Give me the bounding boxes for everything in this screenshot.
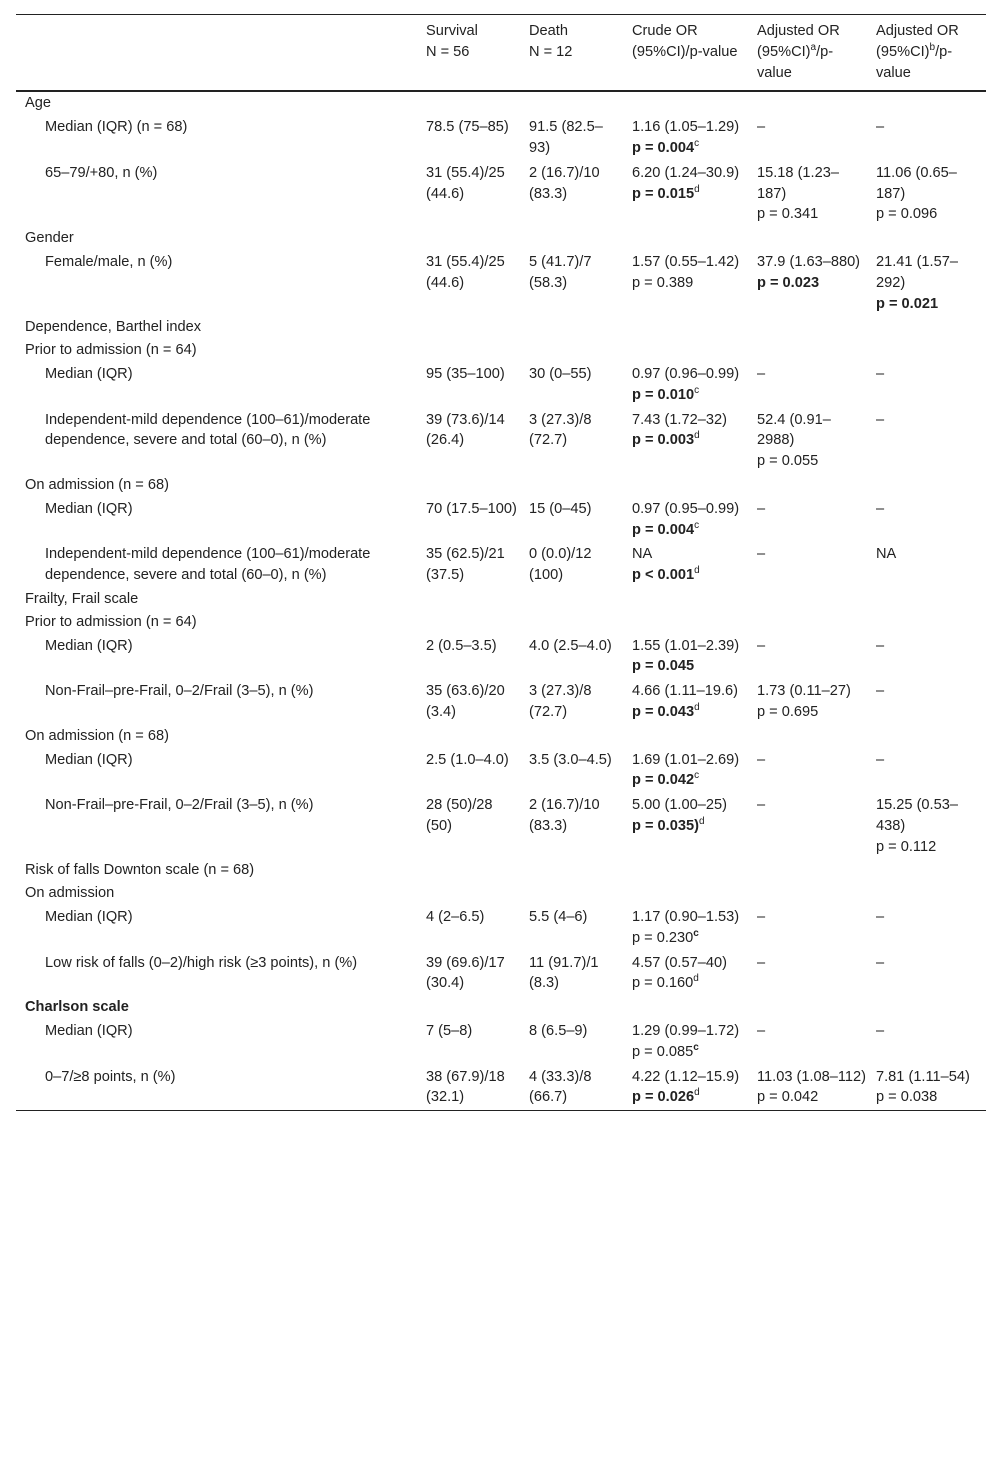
cell-crude-or: 4.57 (0.57–40) p = 0.160$^d$ bbox=[632, 954, 727, 992]
cell-adjusted-or-b: – bbox=[876, 637, 885, 654]
cell-adjusted-or-a: – bbox=[757, 119, 766, 136]
p-value: p = 0.038 bbox=[876, 1089, 938, 1106]
cell-adjusted-or-b: NA bbox=[876, 546, 897, 563]
cell-death: 4.0 (2.5–4.0) bbox=[529, 637, 612, 654]
p-value: p = 0.021 bbox=[876, 295, 939, 312]
cell-survival: 2.5 (1.0–4.0) bbox=[426, 751, 509, 768]
cell-death: 0 (0.0)/12 (100) bbox=[529, 546, 592, 584]
footnote-marker: c bbox=[694, 138, 700, 150]
results-table bbox=[16, 14, 986, 1111]
footnote-marker: c bbox=[694, 519, 700, 531]
header-crude-or: Crude OR (95%CI)/p-value bbox=[632, 15, 757, 91]
header-death: Death N = 12 bbox=[529, 15, 632, 91]
cell-death: 3.5 (3.0–4.5) bbox=[529, 751, 612, 768]
p-value: p = 0.389 bbox=[632, 274, 694, 291]
p-value: p = 0.085 bbox=[632, 1043, 694, 1060]
cell-adjusted-or-b: 11.06 (0.65–187) p = 0.096 bbox=[876, 164, 957, 223]
footnote-marker: d bbox=[694, 183, 700, 195]
section-label: On admission (n = 68) bbox=[25, 476, 169, 493]
section-label: Age bbox=[25, 95, 51, 112]
row-label: Median (IQR) bbox=[45, 365, 133, 382]
cell-death: 5 (41.7)/7 (58.3) bbox=[529, 253, 592, 291]
cell-crude-or: 4.66 (1.11–19.6) p = 0.043$^d$ bbox=[632, 683, 739, 720]
row-label: Low risk of falls (0–2)/high risk (≥3 points), n (%) bbox=[45, 954, 358, 971]
table-row bbox=[16, 1065, 986, 1111]
row-label: 0–7/≥8 points, n (%) bbox=[45, 1068, 176, 1085]
cell-death: 91.5 (82.5–93) bbox=[529, 119, 603, 156]
cell-survival: 78.5 (75–85) bbox=[426, 119, 509, 136]
footnote-marker: c bbox=[694, 384, 700, 396]
cell-adjusted-or-a: 52.4 (0.91–2988) p = 0.055 bbox=[757, 411, 831, 470]
cell-crude-or: 7.43 (1.72–32) p = 0.003$^d$ bbox=[632, 411, 727, 449]
footnote-marker: d bbox=[694, 702, 700, 714]
row-label: Median (IQR) bbox=[45, 751, 133, 768]
p-value: p = 0.004 bbox=[632, 521, 695, 538]
cell-adjusted-or-b: – bbox=[876, 683, 885, 700]
cell-crude-or: 0.97 (0.96–0.99) p = 0.010$^c$ bbox=[632, 365, 740, 403]
table-row bbox=[16, 748, 986, 794]
cell-crude-or: 1.69 (1.01–2.69) p = 0.042$^c$ bbox=[632, 751, 740, 789]
table-row bbox=[16, 250, 986, 316]
row-label: Median (IQR) bbox=[45, 1023, 133, 1040]
section-row bbox=[16, 882, 986, 905]
cell-adjusted-or-a: 37.9 (1.63–880) p = 0.023 bbox=[757, 253, 861, 291]
header-empty bbox=[16, 15, 426, 91]
p-value: p < 0.001 bbox=[632, 567, 695, 584]
section-label: Frailty, Frail scale bbox=[25, 590, 139, 607]
row-label: Median (IQR) bbox=[45, 909, 133, 926]
p-value: p = 0.015 bbox=[632, 185, 695, 202]
cell-crude-or: 0.97 (0.95–0.99) p = 0.004$^c$ bbox=[632, 500, 740, 538]
p-value: p = 0.096 bbox=[876, 206, 938, 223]
footnote-marker: d bbox=[698, 816, 705, 828]
cell-survival: 31 (55.4)/25 (44.6) bbox=[426, 253, 505, 291]
p-value: p = 0.341 bbox=[757, 206, 819, 223]
row-label: Median (IQR) (n = 68) bbox=[45, 119, 188, 136]
section-row bbox=[16, 588, 986, 611]
p-value: p = 0.023 bbox=[757, 274, 820, 291]
row-label: Median (IQR) bbox=[45, 637, 133, 654]
p-value: p = 0.026 bbox=[632, 1089, 695, 1106]
cell-adjusted-or-b: – bbox=[876, 411, 885, 428]
cell-adjusted-or-b: 7.81 (1.11–54) p = 0.038 bbox=[876, 1068, 970, 1106]
cell-adjusted-or-b: – bbox=[876, 119, 885, 136]
cell-adjusted-or-a: – bbox=[757, 909, 766, 926]
cell-survival: 70 (17.5–100) bbox=[426, 500, 517, 517]
section-label: On admission (n = 68) bbox=[25, 727, 169, 744]
table-row bbox=[16, 951, 986, 997]
row-label: Female/male, n (%) bbox=[45, 253, 173, 270]
cell-adjusted-or-b: – bbox=[876, 751, 885, 768]
cell-death: 3 (27.3)/8 (72.7) bbox=[529, 683, 592, 720]
section-row bbox=[16, 611, 986, 634]
cell-death: 3 (27.3)/8 (72.7) bbox=[529, 411, 592, 449]
header-adjusted-or-b: Adjusted OR $(95\%CI)^b/p$-value bbox=[876, 15, 986, 91]
cell-survival: 95 (35–100) bbox=[426, 365, 505, 382]
section-row bbox=[16, 474, 986, 497]
cell-adjusted-or-b: – bbox=[876, 500, 885, 517]
p-value: p = 0.695 bbox=[757, 703, 819, 720]
header-adjusted-or-a: Adjusted OR $(95\%CI)^a/p$-value bbox=[757, 15, 876, 91]
cell-crude-or: 1.55 (1.01–2.39) p = 0.045 bbox=[632, 637, 740, 675]
cell-survival: 2 (0.5–3.5) bbox=[426, 637, 497, 654]
section-label: Dependence, Barthel index bbox=[25, 319, 202, 336]
cell-adjusted-or-b: – bbox=[876, 365, 885, 382]
p-value: p = 0.042 bbox=[632, 772, 695, 789]
table-row bbox=[16, 679, 986, 725]
cell-adjusted-or-b: 21.41 (1.57–292) p = 0.021 bbox=[876, 253, 958, 312]
cell-crude-or: 1.29 (0.99–1.72) p = 0.085$^c$ bbox=[632, 1023, 740, 1060]
cell-death: 11 (91.7)/1 (8.3) bbox=[529, 954, 599, 992]
p-value: p = 0.042 bbox=[757, 1089, 819, 1106]
cell-adjusted-or-a: – bbox=[757, 546, 766, 563]
cell-adjusted-or-a: 15.18 (1.23–187) p = 0.341 bbox=[757, 164, 839, 223]
cell-survival: 31 (55.4)/25 (44.6) bbox=[426, 164, 505, 202]
footnote-marker: d bbox=[694, 430, 700, 442]
cell-death: 2 (16.7)/10 (83.3) bbox=[529, 797, 600, 834]
table-row bbox=[16, 362, 986, 408]
cell-death: 15 (0–45) bbox=[529, 500, 592, 517]
table-row bbox=[16, 115, 986, 161]
cell-adjusted-or-a: – bbox=[757, 500, 766, 517]
p-value: p = 0.003 bbox=[632, 432, 695, 449]
section-row bbox=[16, 91, 986, 115]
cell-adjusted-or-b: 15.25 (0.53–438) p = 0.112 bbox=[876, 797, 958, 855]
section-label: Prior to admission (n = 64) bbox=[25, 342, 197, 359]
table-body bbox=[16, 91, 986, 1110]
cell-adjusted-or-a: 11.03 (1.08–112) p = 0.042 bbox=[757, 1068, 866, 1106]
p-value: p = 0.010 bbox=[632, 386, 695, 403]
p-value: p = 0.043 bbox=[632, 703, 695, 720]
cell-survival: 28 (50)/28 (50) bbox=[426, 797, 493, 834]
table-row bbox=[16, 408, 986, 474]
footnote-marker: d bbox=[694, 1087, 700, 1099]
table-row bbox=[16, 161, 986, 227]
cell-death: 5.5 (4–6) bbox=[529, 909, 588, 926]
table-header-row bbox=[16, 15, 986, 91]
row-label: Non-Frail–pre-Frail, 0–2/Frail (3–5), n (%) bbox=[45, 683, 314, 700]
cell-crude-or: 6.20 (1.24–30.9) p = 0.015$^d$ bbox=[632, 164, 740, 202]
section-row bbox=[16, 339, 986, 362]
section-row bbox=[16, 996, 986, 1019]
cell-crude-or: 1.57 (0.55–1.42) p = 0.389 bbox=[632, 253, 740, 291]
section-label: Gender bbox=[25, 230, 74, 247]
footnote-marker: d bbox=[694, 565, 700, 577]
cell-adjusted-or-b: – bbox=[876, 1023, 885, 1040]
cell-survival: 4 (2–6.5) bbox=[426, 909, 485, 926]
footnote-marker: d bbox=[693, 973, 699, 985]
row-label: Independent-mild dependence (100–61)/moderate dependence, severe and total (60–0), n (%) bbox=[45, 546, 371, 584]
row-label: 65–79/+80, n (%) bbox=[45, 164, 158, 181]
cell-crude-or: 1.16 (1.05–1.29) p = 0.004$^c$ bbox=[632, 119, 740, 156]
table-row bbox=[16, 634, 986, 680]
section-label: On admission bbox=[25, 885, 115, 902]
footnote-marker: c bbox=[694, 770, 700, 782]
cell-survival: 39 (69.6)/17 (30.4) bbox=[426, 954, 505, 992]
p-value: p = 0.055 bbox=[757, 453, 819, 470]
cell-survival: 7 (5–8) bbox=[426, 1023, 473, 1040]
cell-survival: 38 (67.9)/18 (32.1) bbox=[426, 1068, 505, 1106]
section-row bbox=[16, 725, 986, 748]
cell-crude-or: 5.00 (1.00–25) p = 0.035)$^d$ bbox=[632, 797, 727, 834]
cell-death: 4 (33.3)/8 (66.7) bbox=[529, 1068, 592, 1106]
row-label: Median (IQR) bbox=[45, 500, 133, 517]
cell-adjusted-or-a: – bbox=[757, 797, 766, 814]
section-row bbox=[16, 859, 986, 882]
section-row bbox=[16, 227, 986, 250]
footnote-marker: c bbox=[693, 928, 699, 940]
cell-adjusted-or-b: – bbox=[876, 954, 885, 971]
cell-survival: 35 (62.5)/21 (37.5) bbox=[426, 546, 505, 584]
cell-crude-or: NA p < 0.001$^d$ bbox=[632, 546, 700, 584]
p-value: p = 0.004 bbox=[632, 139, 695, 156]
p-value: p = 0.045 bbox=[632, 658, 695, 675]
cell-death: 2 (16.7)/10 (83.3) bbox=[529, 164, 600, 202]
cell-adjusted-or-a: – bbox=[757, 1023, 766, 1040]
row-label: Non-Frail–pre-Frail, 0–2/Frail (3–5), n (%) bbox=[45, 797, 314, 814]
table-row bbox=[16, 905, 986, 951]
cell-adjusted-or-a: – bbox=[757, 751, 766, 768]
cell-survival: 39 (73.6)/14 (26.4) bbox=[426, 411, 505, 449]
section-label: Risk of falls Downton scale (n = 68) bbox=[25, 862, 255, 879]
cell-adjusted-or-b: – bbox=[876, 909, 885, 926]
table-row bbox=[16, 793, 986, 859]
section-label: Charlson scale bbox=[25, 999, 129, 1016]
cell-crude-or: 4.22 (1.12–15.9) p = 0.026$^d$ bbox=[632, 1068, 740, 1106]
section-label: Prior to admission (n = 64) bbox=[25, 613, 197, 630]
cell-adjusted-or-a: – bbox=[757, 954, 766, 971]
cell-death: 8 (6.5–9) bbox=[529, 1023, 588, 1040]
cell-crude-or: 1.17 (0.90–1.53) p = 0.230$^c$ bbox=[632, 909, 740, 946]
section-row bbox=[16, 316, 986, 339]
table-row bbox=[16, 497, 986, 543]
header-survival: Survival N = 56 bbox=[426, 15, 529, 91]
table-row bbox=[16, 542, 986, 588]
table-row bbox=[16, 1019, 986, 1065]
table-bottom-rule bbox=[16, 1110, 986, 1111]
p-value: p = 0.112 bbox=[876, 838, 937, 855]
p-value: p = 0.160 bbox=[632, 975, 694, 992]
cell-adjusted-or-a: 1.73 (0.11–27) p = 0.695 bbox=[757, 683, 851, 720]
p-value: p = 0.230 bbox=[632, 929, 694, 946]
row-label: Independent-mild dependence (100–61)/moderate dependence, severe and total (60–0), n (%) bbox=[45, 411, 371, 449]
cell-adjusted-or-a: – bbox=[757, 637, 766, 654]
cell-survival: 35 (63.6)/20 (3.4) bbox=[426, 683, 505, 720]
footnote-marker: c bbox=[693, 1042, 699, 1053]
p-value: p = 0.035) bbox=[632, 817, 699, 834]
cell-adjusted-or-a: – bbox=[757, 365, 766, 382]
cell-death: 30 (0–55) bbox=[529, 365, 592, 382]
